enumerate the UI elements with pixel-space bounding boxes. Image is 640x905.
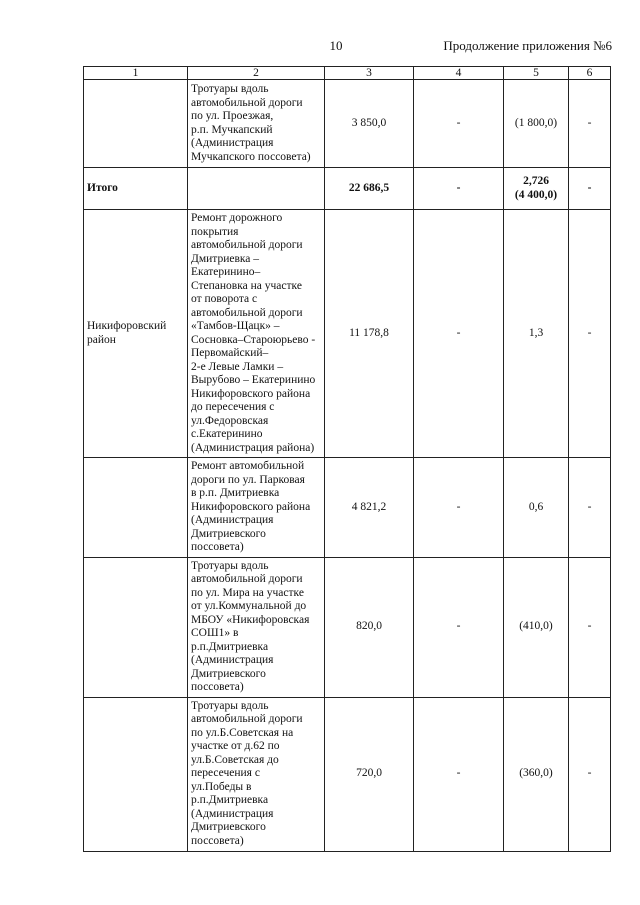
object-cell-line: с.Екатеринино xyxy=(191,428,263,440)
col6-cell: - xyxy=(569,210,611,458)
column-number: 2 xyxy=(188,67,325,80)
object-cell-line: от поворота с xyxy=(191,293,258,305)
table-row xyxy=(84,168,611,210)
amount-cell: 22 686,5 xyxy=(325,168,414,210)
col6-cell: - xyxy=(569,80,611,168)
object-cell-line: автомобильной дороги xyxy=(191,96,303,109)
object-cell-line: ул.Победы в xyxy=(191,780,252,793)
object-cell xyxy=(188,458,325,558)
object-cell-line: Дмитриевка – xyxy=(191,252,260,265)
district-cell xyxy=(84,697,188,851)
appendix-table xyxy=(83,66,611,852)
object-cell-line: МБОУ «Никифоровская xyxy=(191,613,310,626)
object-cell-line: поссовета) xyxy=(191,541,244,553)
object-cell-line: р.п.Дмитриевка xyxy=(191,640,269,653)
col6-cell: - xyxy=(569,458,611,558)
col4-cell: - xyxy=(414,458,504,558)
object-cell xyxy=(188,168,325,210)
amount-cell: 3 850,0 xyxy=(325,80,414,168)
object-cell-line: до пересечения с xyxy=(191,401,275,413)
col6-cell: - xyxy=(569,557,611,697)
object-cell-line: пересечения с xyxy=(191,767,260,780)
column-number: 1 xyxy=(84,67,188,80)
col5-cell xyxy=(504,80,569,168)
object-cell-line: (Администрация xyxy=(191,807,274,820)
object-cell-line: Никифоровского района xyxy=(191,387,311,400)
object-cell-line: автомобильной дороги xyxy=(191,713,303,726)
object-cell-line: автомобильной дороги xyxy=(191,573,303,585)
district-cell xyxy=(84,168,188,210)
col5-cell-line: (410,0) xyxy=(519,620,553,633)
table-row xyxy=(84,557,611,697)
district-cell xyxy=(84,557,188,697)
column-number: 3 xyxy=(325,67,414,80)
object-cell-line: автомобильной дороги xyxy=(191,306,303,319)
object-cell-line: покрытия xyxy=(191,225,239,238)
object-cell-line: участке от д.62 по xyxy=(191,740,280,753)
object-cell-line: поссовета) xyxy=(191,834,244,847)
object-cell-line: Ремонт автомобильной xyxy=(191,460,305,472)
object-cell-line: по ул. Мира на участке xyxy=(191,586,304,599)
col4-cell: - xyxy=(414,80,504,168)
col5-cell-line: 1,3 xyxy=(528,326,544,339)
object-cell-line: (Администрация xyxy=(191,654,274,666)
col5-cell-line: (1 800,0) xyxy=(514,116,558,129)
col5-cell-line: (360,0) xyxy=(519,767,553,780)
object-cell-line: Дмитриевского xyxy=(191,527,266,540)
district-cell xyxy=(84,210,188,458)
object-cell-line: Первомайский– xyxy=(191,347,269,359)
object-cell-line: в р.п. Дмитриевка xyxy=(191,487,280,499)
column-number: 4 xyxy=(414,67,504,80)
object-cell-line: Тротуары вдоль xyxy=(191,559,269,572)
district-cell xyxy=(84,80,188,168)
col5-cell xyxy=(504,697,569,851)
object-cell-line: (Администрация xyxy=(191,514,274,526)
column-number-row xyxy=(84,67,611,80)
object-cell-line: поссовета) xyxy=(191,681,244,693)
object-cell-line: (Администрация района) xyxy=(191,441,315,454)
object-cell-line: Дмитриевского xyxy=(191,667,266,680)
table-row xyxy=(84,80,611,168)
object-cell-line: СОШ1» в xyxy=(191,627,239,639)
continuation-label: Продолжение приложения №6 xyxy=(443,38,612,53)
object-cell-line: «Тамбов-Щацк» – xyxy=(191,320,280,332)
amount-cell: 4 821,2 xyxy=(325,458,414,558)
district-cell-line: Никифоровский xyxy=(87,320,167,332)
object-cell xyxy=(188,557,325,697)
object-cell-line: Мучкапского поссовета) xyxy=(191,150,311,163)
col4-cell: - xyxy=(414,557,504,697)
object-cell-line: Ремонт дорожного xyxy=(191,212,283,224)
object-cell-line: Екатеринино– xyxy=(191,266,261,278)
object-cell-line: Сосновка–Староюрьево - xyxy=(191,333,316,346)
object-cell-line: по ул. Проезжая, xyxy=(191,110,274,122)
district-cell-line: район xyxy=(87,333,116,346)
col6-cell: - xyxy=(569,697,611,851)
object-cell-line: (Администрация xyxy=(191,137,274,149)
object-cell-line: автомобильной дороги xyxy=(191,239,303,251)
district-cell-line: Итого xyxy=(87,181,118,194)
object-cell-line: Дмитриевского xyxy=(191,821,266,834)
object-cell-line: дороги по ул. Парковая xyxy=(191,473,305,486)
object-cell-line: по ул.Б.Советская на xyxy=(191,726,294,739)
col5-cell-line: 0,6 xyxy=(528,500,544,513)
object-cell-line: Степановка на участке xyxy=(191,279,302,292)
col5-cell-line: 2,726 xyxy=(523,175,549,187)
object-cell-line: Никифоровского района xyxy=(191,500,311,513)
object-cell-line: 2-е Левые Ламки – xyxy=(191,360,284,373)
col5-cell-line: (4 400,0) xyxy=(514,188,558,201)
object-cell xyxy=(188,80,325,168)
col5-cell xyxy=(504,557,569,697)
object-cell-line: Тротуары вдоль xyxy=(191,699,269,712)
object-cell-line: Тротуары вдоль xyxy=(191,83,269,95)
table-row xyxy=(84,210,611,458)
amount-cell: 720,0 xyxy=(325,697,414,851)
object-cell-line: ул.Федоровская xyxy=(191,414,269,427)
object-cell-line: ул.Б.Советская до xyxy=(191,753,279,766)
object-cell-line: р.п. Мучкапский xyxy=(191,123,273,136)
col5-cell xyxy=(504,168,569,210)
column-number: 5 xyxy=(504,67,569,80)
col5-cell xyxy=(504,458,569,558)
amount-cell: 820,0 xyxy=(325,557,414,697)
table-row xyxy=(84,697,611,851)
table-body xyxy=(84,67,611,852)
object-cell-line: от ул.Коммунальной до xyxy=(191,600,307,612)
col4-cell: - xyxy=(414,210,504,458)
table-row xyxy=(84,458,611,558)
col5-cell xyxy=(504,210,569,458)
district-cell xyxy=(84,458,188,558)
amount-cell: 11 178,8 xyxy=(325,210,414,458)
object-cell-line: Вырубово – Екатеринино xyxy=(191,374,316,386)
object-cell xyxy=(188,697,325,851)
object-cell-line: р.п.Дмитриевка xyxy=(191,794,269,807)
col6-cell: - xyxy=(569,168,611,210)
object-cell xyxy=(188,210,325,458)
col4-cell: - xyxy=(414,168,504,210)
page-number: 10 xyxy=(329,38,343,53)
column-number: 6 xyxy=(569,67,611,80)
col4-cell: - xyxy=(414,697,504,851)
